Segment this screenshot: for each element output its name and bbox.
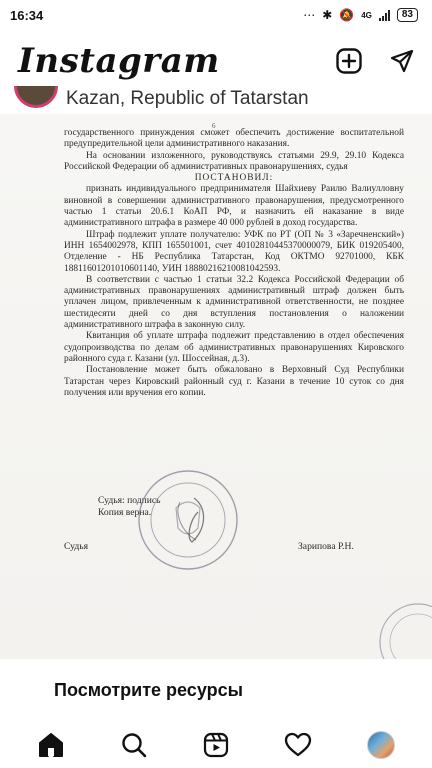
document-paragraph: государственного принуждения сможет обеспечить достижение воспитательной предупредительной цели административного наказания. [64,128,404,150]
profile-avatar-image [367,731,395,759]
battery-indicator: 83 [397,8,418,22]
document-paragraph: В соответствии с частью 1 статьи 32.2 Кодекса Российской Федерации об административных правонарушениях административный штраф должен быть уплачен лицом, привлеченным к административной ответственности, не позднее шестидесяти дней со дня вступления постановления о наложении административного штрафа в законную силу. [64,274,404,331]
resources-banner[interactable] [0,659,432,721]
status-time: 16:34 [10,7,44,23]
document-paragraph: Штраф подлежит уплате получателю: УФК по РТ (ОП № 3 «Заречненский») ИНН 1654002978, КПП 165501001, счет 40102810445370000079, БИК 019205400, Отделение - НБ Республика Татарстан, Код ОКТМО 92701000, КБК 18811601201010601140, УИН 18880216210081042593. [64,229,404,274]
document-paragraph: признать индивидуального предпринимателя Шайхиеву Раилю Валиулловну виновной в совершении административного правонарушения, предусмотренного частью 1 статьи 20.6.1 КоАП РФ, и назначить ей наказание в виде административного штрафа в размере 40 000 рублей в доход государства. [64,184,404,229]
post-location[interactable]: Kazan, Republic of Tatarstan [66,88,309,109]
direct-message-icon[interactable] [390,49,414,73]
court-seal-stamp-partial-icon [378,602,432,659]
post-author-avatar[interactable] [14,86,58,108]
reels-icon[interactable] [196,725,236,765]
activity-heart-icon[interactable] [278,725,318,765]
new-post-icon[interactable] [336,48,362,74]
document-heading: ПОСТАНОВИЛ: [194,173,274,184]
post-header [0,86,432,114]
document-text [64,128,404,399]
bottom-navigation [0,721,432,768]
post-image-document[interactable] [0,114,432,659]
document-paragraph: Квитанция об уплате штрафа подлежит представлению в отдел обеспечения судопроизводства по делам об административных правонарушениях Кировского районного суда г. Казани (ул. Шоссейная, д.3). [64,331,404,364]
document-page-number: 6 [212,122,216,130]
network-label: 4G [361,10,372,20]
instagram-logo[interactable]: Instagram [18,41,220,81]
status-bar [0,0,432,30]
header-actions [336,48,414,74]
document-signature-note: Судья: подпись [98,495,161,506]
signal-icon [379,10,390,21]
app-header [0,30,432,92]
profile-avatar[interactable] [361,725,401,765]
resources-label[interactable]: Посмотрите ресурсы [54,679,243,700]
bluetooth-icon: ✱ [322,8,333,22]
status-icons [303,8,418,22]
document-paragraph: Постановление может быть обжаловано в Верховный Суд Республики Татарстан через Кировский районный суд г. Казани в течение 10 суток со дня получения или вручения его копии. [64,365,404,398]
home-icon[interactable] [31,725,71,765]
document-copy-note: Копия верна. [98,507,152,518]
document-paragraph: На основании изложенного, руководствуясь статьями 29.9, 29.10 Кодекса Российской Федерации об административных правонарушениях, судья [64,150,404,172]
court-seal-stamp-icon [136,468,240,572]
search-icon[interactable] [114,725,154,765]
more-dots-icon: ⋯ [303,8,316,22]
mute-icon: 🔕 [339,8,355,22]
document-judge-label: Судья [64,541,89,552]
document-judge-name: Зарипова Р.Н. [298,541,354,552]
